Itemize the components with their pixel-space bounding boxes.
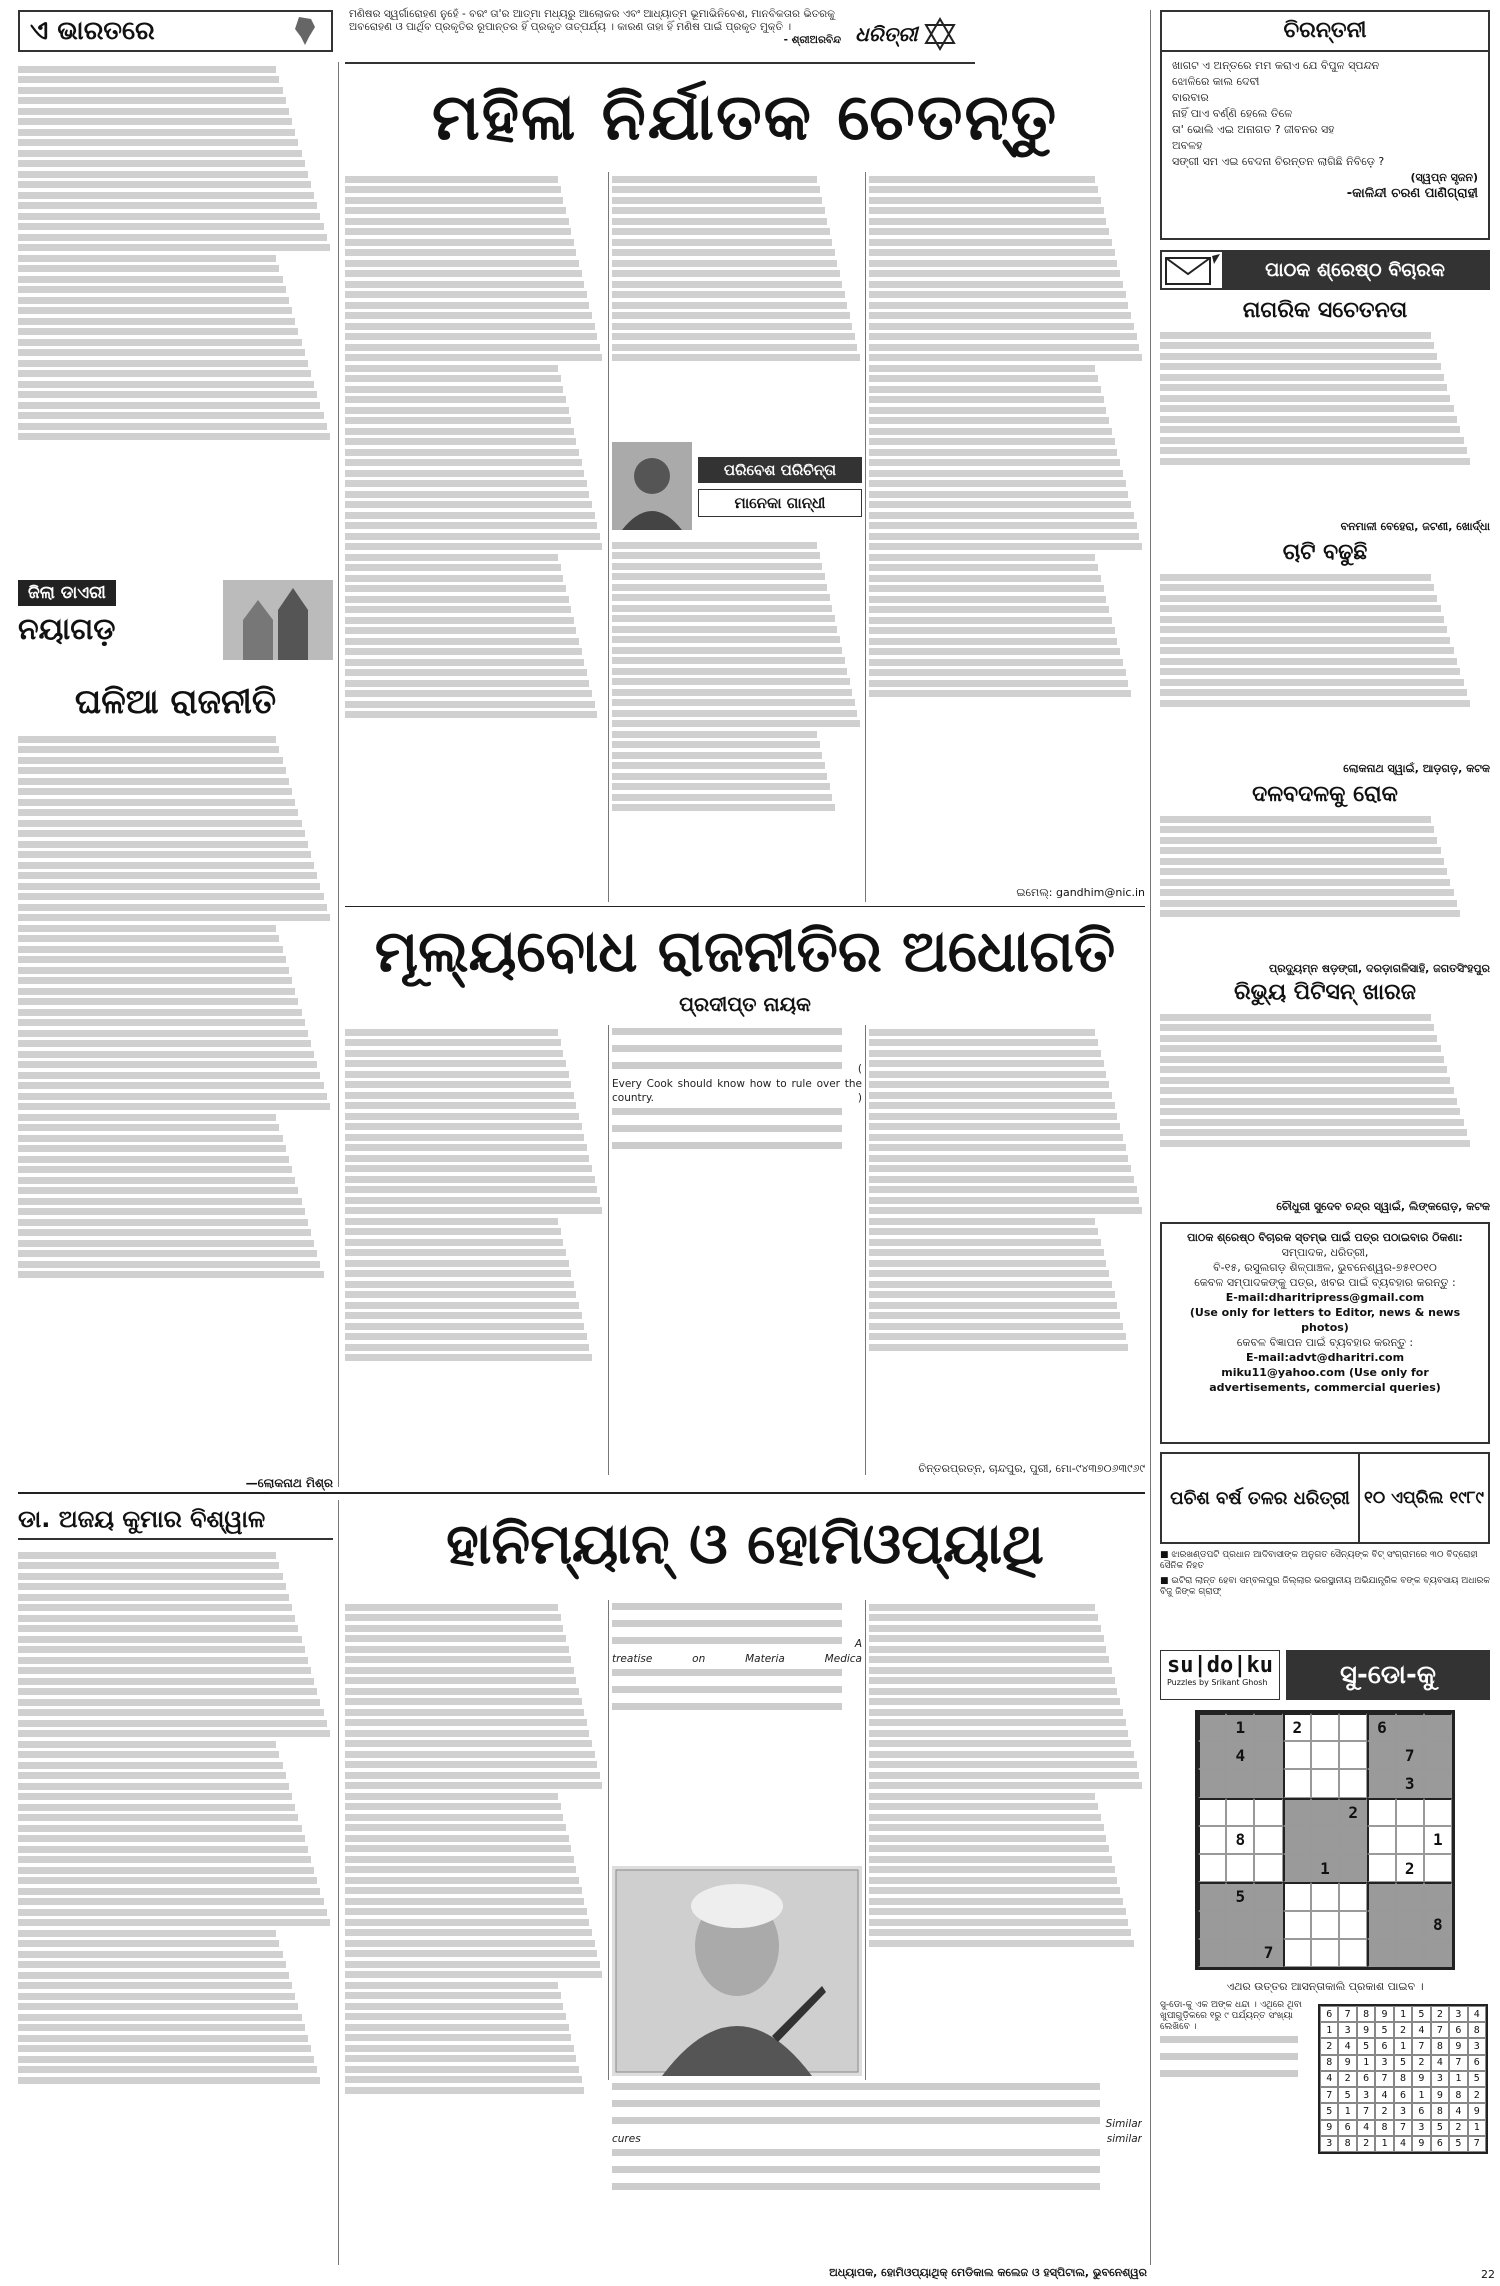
answer-cell: 3 (1320, 2136, 1338, 2152)
answer-cell: 2 (1320, 2038, 1338, 2054)
sudoku-cell[interactable] (1254, 1911, 1282, 1939)
answer-cell: 1 (1468, 2120, 1486, 2136)
sudoku-cell[interactable] (1424, 1882, 1452, 1910)
anniversary-items (1160, 1550, 1490, 1620)
sudoku-cell[interactable] (1396, 1798, 1424, 1826)
letter-body (1160, 1010, 1490, 1200)
sudoku-cell[interactable] (1283, 1854, 1311, 1882)
sudoku-cell[interactable] (1254, 1769, 1282, 1797)
star-emblem-icon (923, 17, 957, 51)
answer-cell: 4 (1375, 2087, 1393, 2103)
sudoku-cell[interactable] (1283, 1798, 1311, 1826)
poem-line: ଖାଗଟ ଏ ଅନ୍ତରେ ମମ କରାଏ ଯେ ବିପୁଳ ସ୍ପନ୍ଦନ (1172, 59, 1380, 72)
answer-cell: 8 (1431, 2038, 1449, 2054)
sudoku-cell[interactable] (1339, 1741, 1367, 1769)
poem-line: ସଙ୍ଗୀ ସମ ଏଇ ବେଦନା ଚିରନ୍ତନ ଲାଗିଛି ନିବିଡ଼େ ? (1172, 155, 1385, 168)
answer-cell: 6 (1394, 2087, 1412, 2103)
answer-cell: 2 (1357, 2136, 1375, 2152)
sudoku-cell[interactable] (1198, 1769, 1226, 1797)
india-map-icon (289, 15, 321, 47)
sudoku-cell[interactable] (1311, 1798, 1339, 1826)
anniversary-item: ■ ଝାରଖଣ୍ଡପଟି ପ୍ରଧାନ ଆଦିବାସୀଙ୍କ ଅନୁଗତ ସୈନ୍ୟଙ୍କ ବିଟ୍ ସଂଗ୍ରାମରେ ୩୦ ବିଦ୍ରୋହୀ ସୈନିକ ନିହତ (1160, 1550, 1478, 1571)
sudoku-cell[interactable] (1254, 1882, 1282, 1910)
inline-english-treatise: A treatise on Materia Medica (612, 1638, 862, 1665)
answer-cell: 6 (1375, 2038, 1393, 2054)
sudoku-title: ସୁ-ଡୋ-କୁ (1286, 1650, 1490, 1700)
quote-text: ମଣିଷର ସ୍ୱର୍ଗାରୋହଣ ନୁହେଁ - ବରଂ ତା'ର ଆତ୍ମା ମଧ୍ୟରୁ ଆଲୋକର ଏବଂ ଆଧ୍ୟାତ୍ମ ଭୂମାଭିନିବେଶ, ମାନବିକତାର ଭିତରକୁ ଅବରୋହଣ ଓ ପାର୍ଥିବ ପ୍ରକୃତିର ରୂପାନ୍ତର ହିଁ ପ୍ରକୃତ ତାତ୍ପର୍ଯ୍ୟ । କାରଣ ତାହା ହିଁ ମଣିଷ ପାଇଁ ପ୍ରକୃତ ମୁକ୍ତି । (349, 8, 835, 33)
profile-name: ମାନେକା ଗାନ୍ଧୀ (698, 489, 862, 517)
answer-cell: 9 (1375, 2006, 1393, 2022)
poem-line: ତା' ଭୋଲି ଏଇ ଅନାଗତ ? ଜୀବନର ସହ (1172, 123, 1335, 136)
bottom-author-box: ଡା. ଅଜୟ କୁମାର ବିଶ୍ୱାଳ (18, 1500, 333, 1540)
sudoku-cell[interactable] (1339, 1911, 1367, 1939)
lead-body-col3 (869, 172, 1145, 884)
answer-cell: 1 (1338, 2103, 1356, 2119)
answer-cell: 7 (1357, 2103, 1375, 2119)
sudoku-cell[interactable] (1367, 1882, 1395, 1910)
answer-cell: 1 (1357, 2055, 1375, 2071)
second-body-col1 (345, 1025, 605, 1475)
chirantani-box (1160, 10, 1490, 240)
answer-cell: 8 (1320, 2055, 1338, 2071)
sudoku-cell[interactable] (1367, 1854, 1395, 1882)
answer-cell: 2 (1449, 2120, 1467, 2136)
answer-cell: 9 (1357, 2022, 1375, 2038)
answer-cell: 7 (1449, 2055, 1467, 2071)
answer-cell: 4 (1394, 2136, 1412, 2152)
sudoku-header (1160, 1650, 1490, 1700)
answer-cell: 2 (1431, 2006, 1449, 2022)
sudoku-cell[interactable] (1367, 1769, 1395, 1797)
sudoku-cell[interactable]: 2 (1396, 1854, 1424, 1882)
chirantani-header: ଚିରନ୍ତନୀ (1162, 12, 1488, 52)
answer-cell: 1 (1394, 2006, 1412, 2022)
letter-title: ଚାଟି ବଢୁଛି (1282, 540, 1368, 565)
anniversary-box: ପଚିଶ ବର୍ଷ ତଳର ଧରିତ୍ରୀ ୧୦ ଏପ୍ରିଲ ୧୯୮୯ (1160, 1452, 1490, 1544)
sudoku-cell[interactable] (1254, 1854, 1282, 1882)
letter-body (1160, 570, 1490, 760)
bottom-body-col4 (869, 1600, 1145, 2075)
sudoku-cell[interactable] (1226, 1854, 1254, 1882)
sudoku-cell[interactable] (1198, 1882, 1226, 1910)
lead-body-col2-top (612, 172, 862, 437)
sudoku-cell[interactable] (1311, 1882, 1339, 1910)
answer-cell: 5 (1375, 2022, 1393, 2038)
sudoku-grid (1195, 1710, 1455, 1970)
lead-body-col1 (345, 172, 605, 902)
sudoku-cell[interactable] (1283, 1769, 1311, 1797)
sudoku-cell[interactable] (1367, 1939, 1395, 1967)
bottom-article-title: ହାନିମ୍ୟାନ୍ ଓ ହୋମିଓପ୍ୟାଥି (446, 1512, 1044, 1577)
answer-cell: 4 (1357, 2120, 1375, 2136)
letters-header: ପାଠକ ଶ୍ରେଷ୍ଠ ବିଚାରକ (1160, 250, 1490, 290)
sudoku-cell[interactable] (1367, 1798, 1395, 1826)
sudoku-cell[interactable] (1339, 1854, 1367, 1882)
second-body-col3 (869, 1025, 1145, 1460)
answer-cell: 7 (1431, 2022, 1449, 2038)
sudoku-cell[interactable] (1424, 1854, 1452, 1882)
letter-signature: ଚୌଧୁରୀ ସୁଦେବ ଚନ୍ଦ୍ର ସ୍ୱାଇଁ, ଲିଙ୍କରୋଡ଼, କଟକ (1276, 1200, 1490, 1213)
answer-cell: 2 (1412, 2055, 1430, 2071)
answer-cell: 2 (1468, 2087, 1486, 2103)
sudoku-cell[interactable]: 8 (1424, 1911, 1452, 1939)
hahnemann-portrait (612, 1866, 862, 2076)
second-article-author: ପ୍ରଦୀପ୍ତ ନାୟକ (679, 992, 811, 1016)
answer-cell: 5 (1431, 2120, 1449, 2136)
contact-box: ପାଠକ ଶ୍ରେଷ୍ଠ ବିଚାରକ ସ୍ତମ୍ଭ ପାଇଁ ପତ୍ର ପଠାଇବାର ଠିକଣା: ସମ୍ପାଦକ, ଧରିତ୍ରୀ, ବି-୧୫, ରସୁଲଗଡ଼ ଶିଳ୍ପାଞ୍ଚଳ, ଭୁବନେଶ୍ୱର-୭୫୧୦୧୦ କେବଳ ସମ୍ପାଦକଙ୍କୁ ପତ୍ର, ଖବର ପାଇଁ ବ୍ୟବହାର କରନ୍ତୁ : E-mail:dharitripress@gmail.com (Use only for letters to Editor, news & news photos) କେବଳ ବିଜ୍ଞାପନ ପାଇଁ ବ୍ୟବହାର କରନ୍ତୁ : E-mail:advt@dharitri.com miku11@yahoo.com (Use only for advertisements, commercial queries) (1160, 1222, 1490, 1444)
sudoku-cell[interactable] (1396, 1939, 1424, 1967)
answer-cell: 1 (1394, 2038, 1412, 2054)
bottom-body-col2-top (345, 1600, 605, 2265)
letter-body (1160, 328, 1490, 518)
answer-cell: 5 (1357, 2038, 1375, 2054)
sudoku-cell[interactable]: 2 (1339, 1798, 1367, 1826)
letter-title: ଦଳବଦଳକୁ ରୋକ (1252, 782, 1398, 807)
answer-cell: 7 (1375, 2071, 1393, 2087)
answer-cell: 8 (1357, 2006, 1375, 2022)
sudoku-cell[interactable] (1198, 1798, 1226, 1826)
district-name: ନୟାଗଡ଼ (18, 612, 116, 647)
letter-body (1160, 812, 1490, 960)
answer-cell: 5 (1338, 2087, 1356, 2103)
sudoku-cell[interactable] (1367, 1826, 1395, 1854)
bottom-body-col3-top (612, 1600, 862, 1860)
answer-cell: 3 (1431, 2071, 1449, 2087)
sudoku-cell[interactable] (1283, 1741, 1311, 1769)
answer-cell: 9 (1431, 2087, 1449, 2103)
sudoku-cell[interactable] (1198, 1854, 1226, 1882)
sudoku-prev-answer (1318, 2004, 1488, 2154)
bottom-footer: ଅଧ୍ୟାପକ, ହୋମିଓପ୍ୟାଥିକ୍ ମେଡିକାଲ କଲେଜ ଓ ହସ୍ପିଟାଲ, ଭୁବନେଶ୍ୱର (829, 2266, 1147, 2279)
letter-signature: ବନମାଳୀ ବେହେରା, ଜଟଣୀ, ଖୋର୍ଦ୍ଧା (1340, 520, 1490, 533)
answer-cell: 2 (1338, 2071, 1356, 2087)
lead-body-col2-bottom (612, 538, 862, 902)
answer-cell: 8 (1468, 2022, 1486, 2038)
answer-cell: 1 (1320, 2022, 1338, 2038)
sudoku-cell[interactable]: 7 (1396, 1741, 1424, 1769)
answer-cell: 7 (1468, 2136, 1486, 2152)
answer-cell: 5 (1468, 2071, 1486, 2087)
sudoku-cell[interactable] (1424, 1798, 1452, 1826)
envelope-icon (1162, 252, 1222, 288)
sudoku-cell[interactable] (1424, 1713, 1452, 1741)
sudoku-cell[interactable] (1339, 1769, 1367, 1797)
quote-author: - ଶ୍ରୀଅରବିନ୍ଦ (783, 34, 841, 46)
sudoku-cell[interactable] (1226, 1769, 1254, 1797)
sudoku-cell[interactable] (1254, 1741, 1282, 1769)
sudoku-cell[interactable] (1311, 1741, 1339, 1769)
page-number: 22 (1481, 2268, 1495, 2281)
sudoku-cell[interactable] (1339, 1939, 1367, 1967)
answer-cell: 7 (1412, 2038, 1430, 2054)
answer-cell: 3 (1375, 2055, 1393, 2071)
sudoku-cell[interactable] (1198, 1741, 1226, 1769)
bottom-body-col1 (18, 1548, 333, 2263)
letter-signature: ଲୋକନାଥ ସ୍ୱାଇଁ, ଆଡ଼ଗଡ଼, କଟକ (1343, 762, 1490, 775)
sudoku-cell[interactable] (1198, 1713, 1226, 1741)
answer-cell: 9 (1320, 2120, 1338, 2136)
sudoku-cell[interactable] (1254, 1713, 1282, 1741)
sudoku-cell[interactable] (1283, 1911, 1311, 1939)
sudoku-cell[interactable] (1367, 1911, 1395, 1939)
sudoku-cell[interactable] (1424, 1939, 1452, 1967)
sudoku-cell[interactable] (1424, 1741, 1452, 1769)
sudoku-cell[interactable] (1283, 1882, 1311, 1910)
answer-cell: 4 (1320, 2071, 1338, 2087)
answer-cell: 5 (1412, 2006, 1430, 2022)
answer-cell: 6 (1412, 2103, 1430, 2119)
answer-cell: 8 (1338, 2136, 1356, 2152)
sudoku-cell[interactable] (1396, 1826, 1424, 1854)
brand-title: ଏ ଭାରତରେ (30, 15, 155, 46)
answer-cell: 1 (1412, 2087, 1430, 2103)
profile-label: ପରିବେଶ ପରିଚିନ୍ତା (698, 457, 862, 483)
answer-cell: 9 (1449, 2038, 1467, 2054)
editor-email[interactable]: E-mail:dharitripress@gmail.com (1225, 1291, 1425, 1304)
brand-box (18, 10, 333, 52)
answer-cell: 4 (1338, 2038, 1356, 2054)
answer-cell: 5 (1449, 2136, 1467, 2152)
sudoku-cell[interactable] (1367, 1741, 1395, 1769)
answer-cell: 1 (1375, 2136, 1393, 2152)
answer-cell: 6 (1320, 2006, 1338, 2022)
lead-article-title: ମହିଳା ନିର୍ଯାତକ ଚେତନ୍ତୁ (431, 81, 1059, 155)
sudoku-cell[interactable] (1254, 1798, 1282, 1826)
sudoku-cell[interactable] (1283, 1939, 1311, 1967)
anniversary-item: ■ ଇଟିରା ଲାନ୍ତ ହେବା ସମ୍ବଲପୁର ଜିଲ୍ଲାର ଭରସ୍ଥାନୀୟ ଅଭିଯାନ୍ତ୍ରିକ ବଙ୍କ ବ୍ୟବସାୟ ଅଧାରକ ବିଜୁ ଜିଙ୍କ ଗ୍ରାଫ୍ (1160, 1576, 1491, 1597)
answer-cell: 3 (1468, 2038, 1486, 2054)
poem-line: ବାରବାର (1172, 91, 1209, 104)
sudoku-cell[interactable] (1311, 1769, 1339, 1797)
answer-cell: 9 (1468, 2103, 1486, 2119)
sudoku-cell[interactable] (1424, 1769, 1452, 1797)
sudoku-cell[interactable] (1198, 1826, 1226, 1854)
sudoku-cell[interactable] (1226, 1911, 1254, 1939)
sudoku-cell[interactable] (1198, 1939, 1226, 1967)
inline-english-quote: ( Every Cook should know how to rule over the country. ) (612, 1063, 862, 1104)
answer-cell: 3 (1357, 2087, 1375, 2103)
sudoku-cell[interactable] (1311, 1939, 1339, 1967)
sudoku-cell[interactable] (1254, 1826, 1282, 1854)
answer-cell: 6 (1338, 2120, 1356, 2136)
sudoku-cell[interactable]: 6 (1367, 1713, 1395, 1741)
answer-cell: 7 (1320, 2087, 1338, 2103)
answer-cell: 6 (1468, 2055, 1486, 2071)
sudoku-cell[interactable] (1339, 1882, 1367, 1910)
answer-cell: 6 (1357, 2071, 1375, 2087)
answer-cell: 1 (1449, 2071, 1467, 2087)
sudoku-cell[interactable]: 5 (1226, 1882, 1254, 1910)
sudoku-rules: ସୁ-ଡୋ-କୁ ଏକ ଅଙ୍କ ଧନ୍ଦା । ଏଥିରେ ଥିବା ଖୁପୀଗୁଡ଼ିକରେ ୧ରୁ ୯ ପର୍ଯ୍ୟନ୍ତ ସଂଖ୍ୟା ଲେଖିବେ । (1160, 2000, 1310, 2260)
quote-box (345, 6, 975, 64)
sudoku-cell[interactable] (1311, 1826, 1339, 1854)
answer-cell: 8 (1431, 2103, 1449, 2119)
sudoku-cell[interactable]: 8 (1226, 1826, 1254, 1854)
sudoku-cell[interactable] (1226, 1939, 1254, 1967)
sudoku-cell[interactable] (1396, 1713, 1424, 1741)
answer-cell: 2 (1394, 2022, 1412, 2038)
answer-cell: 7 (1338, 2006, 1356, 2022)
letter-title: ରିଭ୍ୟୁ ପିଟିସନ୍ ଖାରଜ (1233, 980, 1416, 1005)
left-article-body-top (18, 62, 333, 572)
answer-cell: 6 (1449, 2022, 1467, 2038)
answer-cell: 8 (1394, 2071, 1412, 2087)
answer-cell: 4 (1431, 2055, 1449, 2071)
poem-line: ଅବଳହ (1172, 139, 1203, 152)
lead-email: ଇମେଲ୍: gandhim@nic.in (1016, 886, 1145, 899)
answer-cell: 2 (1375, 2103, 1393, 2119)
sudoku-brand: su|do|ku (1167, 1653, 1273, 1678)
inline-english-similar: Similar cures similar (612, 2118, 1142, 2145)
sudoku-cell[interactable] (1283, 1826, 1311, 1854)
profile-box (612, 442, 862, 532)
second-body-col2 (612, 1025, 862, 1475)
second-author-footer: ଚିନ୍ତରପ୍ରତ୍ନ, ଚାନ୍ଦପୁର, ପୁରୀ, ମୋ-୯୪୩୭୦୬୩୯୬୯ (918, 1462, 1145, 1475)
sudoku-cell[interactable] (1311, 1713, 1339, 1741)
letter-title: ନାଗରିକ ସଚେତନତା (1242, 298, 1408, 323)
answer-cell: 3 (1449, 2006, 1467, 2022)
advt-email-2[interactable]: miku11@yahoo.com (Use only for (1221, 1366, 1429, 1379)
answer-cell: 9 (1338, 2055, 1356, 2071)
answer-cell: 4 (1468, 2006, 1486, 2022)
answer-cell: 5 (1320, 2103, 1338, 2119)
sudoku-cell[interactable]: 2 (1283, 1713, 1311, 1741)
sudoku-cell[interactable]: 3 (1396, 1769, 1424, 1797)
answer-cell: 5 (1394, 2055, 1412, 2071)
sudoku-answer-note: ଏଥର ଉତ୍ତର ଆସନ୍ତାକାଲି ପ୍ରକାଶ ପାଇବ । (1226, 1980, 1424, 1993)
author-photo (612, 442, 692, 530)
left-article-byline: —ଲୋକନାଥ ମିଶ୍ର (245, 1476, 333, 1490)
sudoku-cell[interactable]: 1 (1311, 1854, 1339, 1882)
second-article-title: ମୂଲ୍ୟବୋଧ ରାଜନୀତିର ଅଧୋଗତି (374, 917, 1116, 985)
sudoku-cell[interactable] (1339, 1713, 1367, 1741)
poem-line: ନାହିଁ ପାଏ ବର୍ଣ୍ଣି ହେଲେ ତିଳେ (1172, 107, 1293, 120)
sudoku-cell[interactable] (1311, 1911, 1339, 1939)
temple-photo (223, 580, 333, 660)
diary-label: ଜିଲା ଡାଏରୀ (18, 580, 116, 606)
poem-line: ଝୋଳିରେ କାଲ ଦେବୀ (1172, 75, 1260, 88)
sudoku-cell[interactable]: 7 (1254, 1939, 1282, 1967)
left-article-title: ଘଳିଆ ରାଜନୀତି (74, 682, 277, 722)
sudoku-cell[interactable] (1198, 1911, 1226, 1939)
answer-cell: 3 (1338, 2022, 1356, 2038)
left-article-body (18, 732, 333, 1472)
letter-signature: ପ୍ରଦ୍ୟୁମ୍ନ ଷଡ଼ଙ୍ଗୀ, ଦରଡ଼ାଗଳିସାହି, ଜଗତସିଂହପୁର (1268, 962, 1490, 975)
dharitri-logo: ଧରିତ୍ରୀ (855, 6, 975, 62)
sudoku-cell[interactable]: 1 (1226, 1713, 1254, 1741)
answer-cell: 3 (1394, 2103, 1412, 2119)
advt-email[interactable]: E-mail:advt@dharitri.com (1245, 1351, 1405, 1364)
district-diary (18, 580, 333, 670)
poet-name: -କାଳିନ୍ଦୀ ଚରଣ ପାଣିଗ୍ରାହୀ (1346, 186, 1478, 201)
answer-cell: 6 (1431, 2136, 1449, 2152)
sudoku-cell[interactable]: 4 (1226, 1741, 1254, 1769)
answer-cell: 8 (1375, 2120, 1393, 2136)
poem-note: (ସ୍ୱପ୍ନ ସୃଜନ) (1410, 171, 1478, 184)
sudoku-brand-sub: Puzzles by Srikant Ghosh (1167, 1678, 1268, 1687)
answer-cell: 4 (1449, 2103, 1467, 2119)
answer-cell: 3 (1412, 2120, 1430, 2136)
answer-cell: 9 (1412, 2071, 1430, 2087)
answer-cell: 7 (1394, 2120, 1412, 2136)
sudoku-cell[interactable] (1339, 1826, 1367, 1854)
sudoku-cell[interactable] (1226, 1798, 1254, 1826)
answer-cell: 8 (1449, 2087, 1467, 2103)
sudoku-cell[interactable] (1396, 1911, 1424, 1939)
answer-cell: 9 (1412, 2136, 1430, 2152)
sudoku-cell[interactable] (1396, 1882, 1424, 1910)
sudoku-cell[interactable]: 1 (1424, 1826, 1452, 1854)
answer-cell: 4 (1412, 2022, 1430, 2038)
bottom-body-col3-bottom (612, 2080, 1142, 2265)
